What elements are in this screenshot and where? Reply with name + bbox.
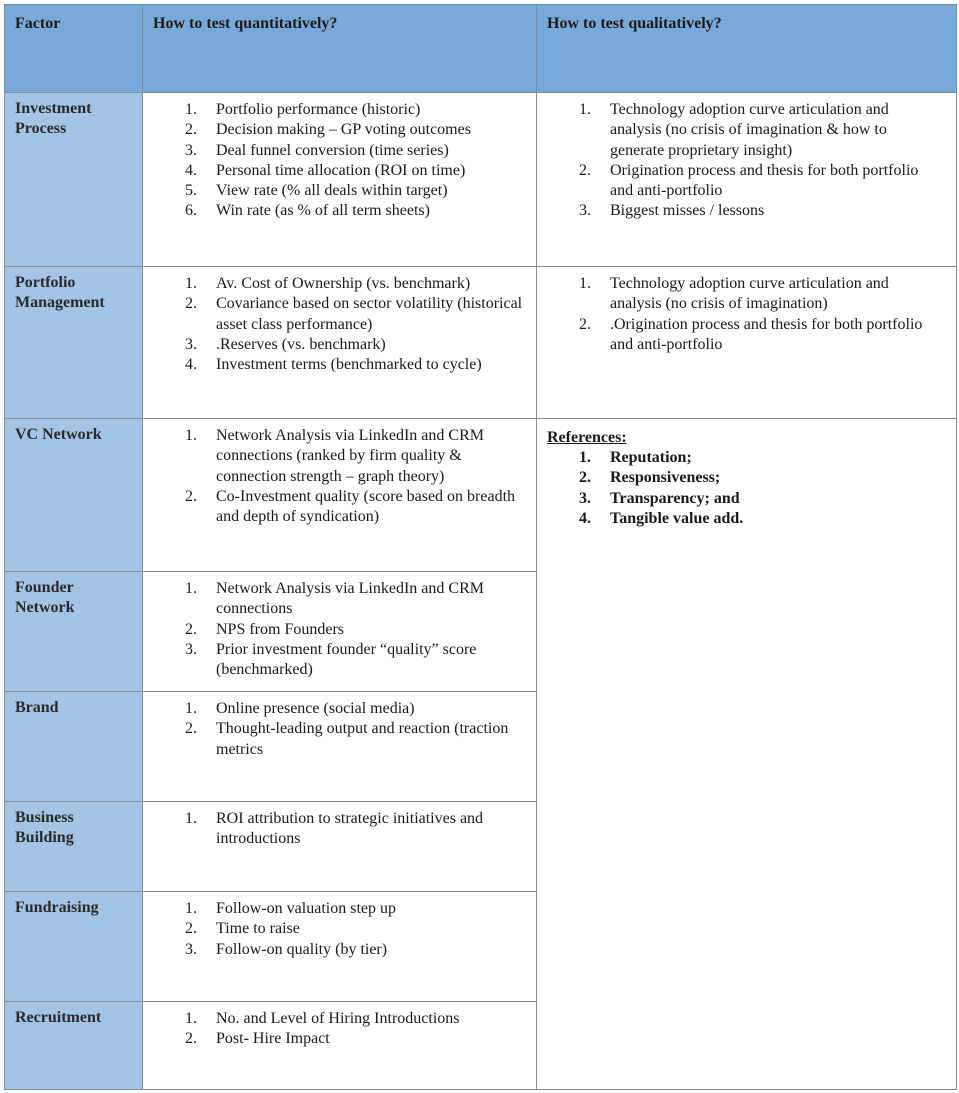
list-number: 1.	[579, 101, 591, 118]
factor-cell-business-building	[4, 801, 143, 892]
list-item	[185, 809, 525, 850]
list-item	[185, 940, 525, 960]
factor-label-line: Investment	[15, 100, 92, 117]
list-text: Personal time allocation (ROI on time)	[216, 161, 466, 179]
list-number: 1.	[185, 700, 197, 717]
list-item	[185, 620, 525, 640]
list-number: 2.	[185, 620, 197, 638]
list-item	[185, 426, 525, 487]
list-item	[185, 899, 525, 919]
factor-cell-investment-process	[4, 92, 143, 267]
list-text: Follow-on valuation step up	[216, 900, 396, 917]
factor-label	[15, 898, 139, 918]
list-text: Portfolio performance (historic)	[216, 101, 421, 118]
list-item	[185, 355, 525, 375]
list-item	[185, 294, 525, 335]
list-number: 1.	[579, 449, 591, 466]
factor-label	[15, 578, 139, 618]
list-item	[579, 509, 939, 529]
list-text: Responsiveness;	[610, 469, 721, 487]
quant-list	[185, 274, 525, 375]
list-item	[185, 1029, 525, 1049]
header-quantitative: How to test quantitatively?	[153, 15, 338, 32]
list-item	[185, 579, 525, 620]
list-number: 2.	[185, 920, 197, 938]
list-item	[579, 100, 939, 161]
header-quantitative-cell	[142, 4, 537, 93]
factor-label-line: Building	[15, 829, 74, 846]
quant-list	[185, 809, 525, 850]
list-text: Post- Hire Impact	[216, 1030, 330, 1048]
factor-cell-brand	[4, 691, 143, 802]
list-number: 1.	[185, 101, 197, 118]
list-number: 3.	[185, 141, 197, 159]
list-number: 6.	[185, 202, 197, 220]
factor-label-line: Brand	[15, 699, 59, 716]
list-text: View rate (% all deals within target)	[216, 182, 448, 200]
list-item	[579, 315, 939, 356]
quant-cell-brand	[142, 691, 537, 802]
list-item	[185, 141, 525, 161]
list-text: .Origination process and thesis for both portfolio and anti-portfolio	[610, 315, 923, 353]
list-text: Follow-on quality (by tier)	[216, 940, 388, 958]
factor-label	[15, 425, 139, 445]
qual-list	[579, 100, 939, 222]
quant-list	[185, 100, 525, 222]
list-number: 2.	[579, 469, 591, 487]
list-item	[185, 335, 525, 355]
list-item	[579, 201, 939, 221]
factor-label-line: Management	[15, 294, 105, 311]
references-list	[579, 448, 939, 529]
list-number: 4.	[579, 509, 591, 527]
quant-cell-fundraising	[142, 891, 537, 1002]
list-item	[579, 489, 939, 509]
list-number: 1.	[185, 580, 197, 597]
list-number: 3.	[579, 489, 591, 507]
list-text: ROI attribution to strategic initiatives and introductions	[216, 810, 484, 848]
list-text: .Reserves (vs. benchmark)	[216, 335, 386, 353]
list-text: Investment terms (benchmarked to cycle)	[216, 356, 482, 374]
quant-list	[185, 426, 525, 527]
list-item	[185, 640, 525, 681]
list-item	[185, 919, 525, 939]
list-number: 4.	[185, 356, 197, 374]
factor-label	[15, 99, 139, 139]
list-number: 1.	[185, 275, 197, 292]
qual-cell-investment-process	[536, 92, 957, 267]
quant-list	[185, 699, 525, 760]
list-number: 1.	[185, 810, 197, 827]
list-item	[185, 100, 525, 120]
list-text: No. and Level of Hiring Introductions	[216, 1010, 460, 1027]
list-text: Thought-leading output and reaction (traction metrics	[216, 720, 509, 758]
factor-label-line: Fundraising	[15, 899, 99, 916]
qual-list	[579, 274, 939, 355]
list-number: 1.	[185, 427, 197, 444]
list-text: Transparency; and	[610, 489, 740, 507]
factor-cell-portfolio-management	[4, 266, 143, 419]
factor-label-line: Founder	[15, 579, 74, 596]
factor-cell-recruitment	[4, 1001, 143, 1090]
list-text: Online presence (social media)	[216, 700, 415, 717]
factor-cell-fundraising	[4, 891, 143, 1002]
list-text: Av. Cost of Ownership (vs. benchmark)	[216, 275, 471, 292]
list-number: 3.	[185, 335, 197, 353]
header-factor: Factor	[15, 15, 61, 32]
list-number: 1.	[185, 1010, 197, 1027]
list-item	[185, 120, 525, 140]
list-number: 2.	[579, 315, 591, 333]
list-text: Time to raise	[216, 920, 300, 938]
list-text: Biggest misses / lessons	[610, 202, 765, 220]
factor-label	[15, 1008, 139, 1028]
list-number: 3.	[579, 202, 591, 220]
list-number: 4.	[185, 161, 197, 179]
factor-label-line: Business	[15, 809, 74, 826]
list-text: Co-Investment quality (score based on breadth and depth of syndication)	[216, 487, 516, 526]
list-number: 2.	[185, 295, 197, 313]
list-text: Technology adoption curve articulation and analysis (no crisis of imagination & how to generate proprietary insight)	[610, 101, 889, 159]
list-item	[185, 487, 525, 528]
list-text: Reputation;	[610, 449, 692, 466]
list-item	[185, 699, 525, 719]
factor-table	[4, 4, 957, 1090]
list-number: 2.	[185, 121, 197, 139]
factor-label-line: Process	[15, 120, 67, 137]
list-item	[185, 181, 525, 201]
header-qualitative-cell	[536, 4, 957, 93]
qual-cell-portfolio-management	[536, 266, 957, 419]
quant-cell-recruitment	[142, 1001, 537, 1090]
quant-cell-portfolio-management	[142, 266, 537, 419]
quant-cell-vc-network	[142, 418, 537, 572]
list-text: Technology adoption curve articulation and analysis (no crisis of imagination)	[610, 275, 889, 313]
list-number: 2.	[185, 487, 197, 505]
list-item	[185, 201, 525, 221]
list-item	[579, 448, 939, 468]
factor-label-line: Network	[15, 599, 75, 616]
factor-label	[15, 808, 139, 848]
list-number: 2.	[185, 720, 197, 738]
quant-cell-investment-process	[142, 92, 537, 267]
list-item	[579, 161, 939, 202]
list-text: Win rate (as % of all term sheets)	[216, 202, 430, 220]
list-text: Network Analysis via LinkedIn and CRM connections	[216, 580, 484, 618]
header-qualitative: How to test qualitatively?	[547, 15, 722, 32]
factor-label-line: Recruitment	[15, 1009, 102, 1026]
list-item	[579, 468, 939, 488]
quant-cell-founder-network	[142, 571, 537, 692]
list-number: 5.	[185, 182, 197, 200]
list-number: 2.	[579, 161, 591, 179]
list-number: 3.	[185, 940, 197, 958]
factor-label-line: Portfolio	[15, 274, 76, 291]
list-number: 3.	[185, 640, 197, 658]
list-text: Network Analysis via LinkedIn and CRM connections (ranked by firm quality & connection strength – graph theory)	[216, 427, 484, 485]
qual-cell-references	[536, 418, 957, 1090]
quant-list	[185, 899, 525, 960]
list-text: Prior investment founder “quality” score (benchmarked)	[216, 640, 477, 679]
header-factor-cell	[4, 4, 143, 93]
quant-list	[185, 1009, 525, 1050]
list-number: 1.	[185, 900, 197, 917]
list-item	[185, 1009, 525, 1029]
list-text: NPS from Founders	[216, 620, 345, 638]
list-text: Origination process and thesis for both portfolio and anti-portfolio	[610, 161, 919, 200]
list-text: Decision making – GP voting outcomes	[216, 121, 471, 139]
factor-label	[15, 698, 139, 718]
list-text: Deal funnel conversion (time series)	[216, 141, 449, 159]
list-item	[185, 274, 525, 294]
factor-cell-vc-network	[4, 418, 143, 572]
factor-label	[15, 273, 139, 313]
quant-cell-business-building	[142, 801, 537, 892]
list-number: 2.	[185, 1030, 197, 1048]
list-item	[185, 161, 525, 181]
list-item	[185, 719, 525, 760]
list-number: 1.	[579, 275, 591, 292]
list-text: Covariance based on sector volatility (historical asset class performance)	[216, 295, 523, 333]
quant-list	[185, 579, 525, 680]
list-text: Tangible value add.	[610, 509, 744, 527]
list-item	[579, 274, 939, 315]
factor-label-line: VC Network	[15, 426, 102, 443]
references-heading: References:	[547, 429, 627, 446]
factor-cell-founder-network	[4, 571, 143, 692]
